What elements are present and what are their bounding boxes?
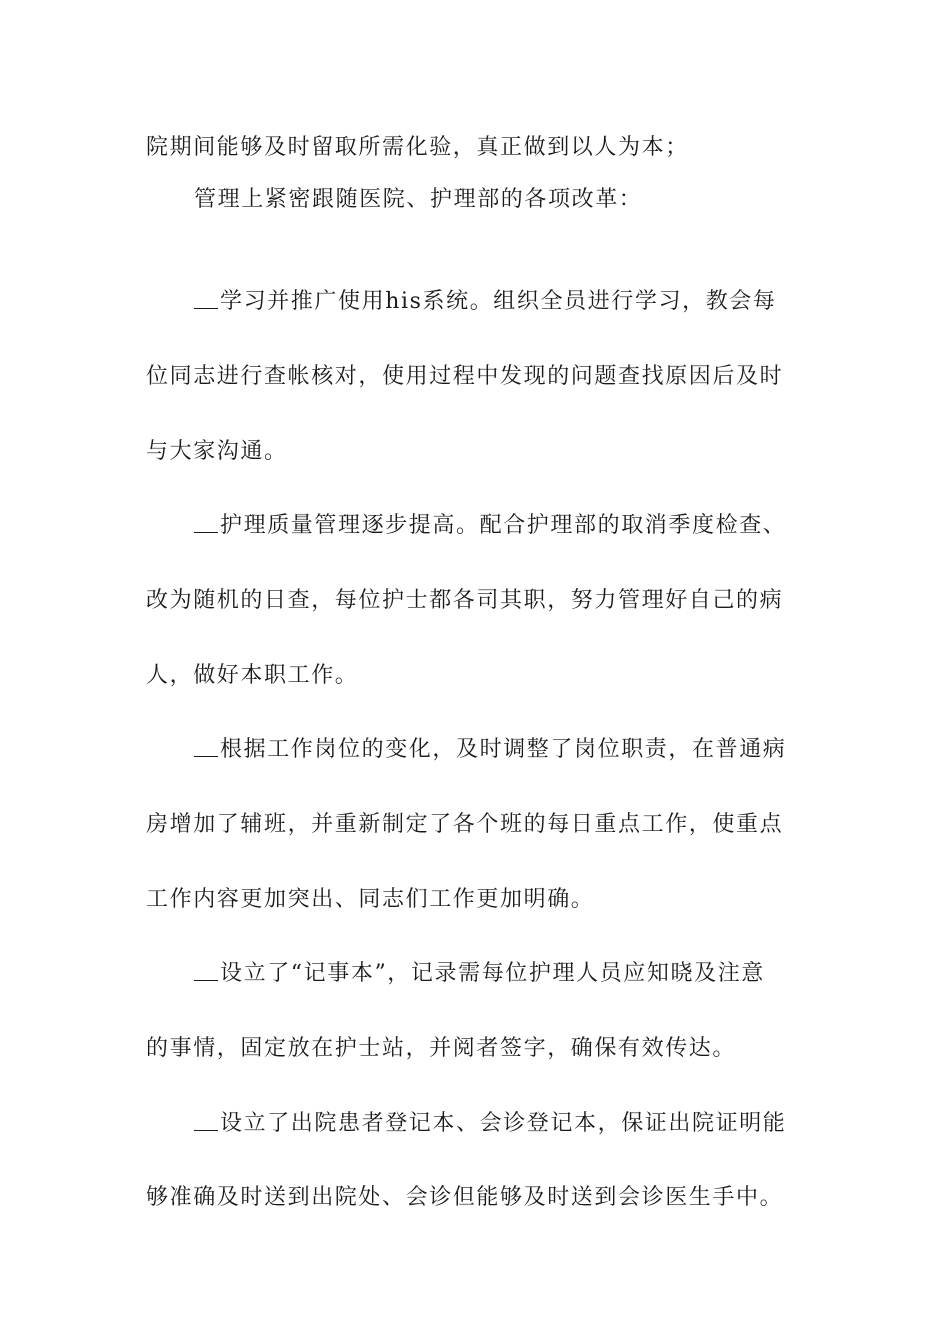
text-line: 房增加了辅班，并重新制定了各个班的每日重点工作，使重点 bbox=[146, 812, 784, 837]
text-line: 人，做好本职工作。 bbox=[146, 663, 359, 688]
fill-blank bbox=[194, 506, 218, 533]
text-line: 与大家沟通。 bbox=[146, 439, 288, 464]
list-item-line bbox=[194, 954, 806, 994]
text-line: 设立了“记事本”，记录需每位护理人员应知晓及注意 bbox=[220, 961, 765, 986]
text-line: 位同志进行查帐核对，使用过程中发现的问题查找原因后及时 bbox=[146, 364, 784, 389]
text-line: 学习并推广使用his系统。组织全员进行学习，教会每 bbox=[220, 289, 777, 314]
text-line: 根据工作岗位的变化，及时调整了岗位职责，在普通病 bbox=[220, 737, 787, 762]
list-item-line bbox=[194, 282, 806, 322]
text-line: 设立了出院患者登记本、会诊登记本，保证出院证明能 bbox=[220, 1111, 787, 1136]
list-item-line bbox=[194, 506, 806, 546]
text-line: 的事情，固定放在护士站，并阅者签字，确保有效传达。 bbox=[146, 1036, 737, 1061]
text-line: 改为随机的日查，每位护士都各司其职，努力管理好自己的病 bbox=[146, 588, 784, 613]
fill-blank bbox=[194, 954, 218, 981]
list-item-line bbox=[194, 1104, 806, 1144]
list-item-line bbox=[194, 730, 806, 770]
fill-blank bbox=[194, 730, 218, 757]
text-line: 护理质量管理逐步提高。配合护理部的取消季度检查、 bbox=[220, 513, 787, 538]
fill-blank bbox=[194, 282, 218, 309]
text-line: 工作内容更加突出、同志们工作更加明确。 bbox=[146, 887, 595, 912]
text-line: 院期间能够及时留取所需化验，真正做到以人为本； bbox=[146, 135, 689, 160]
text-line: 管理上紧密跟随医院、护理部的各项改革： bbox=[194, 187, 643, 212]
fill-blank bbox=[194, 1104, 218, 1131]
text-line: 够准确及时送到出院处、会诊但能够及时送到会诊医生手中。 bbox=[146, 1185, 784, 1210]
